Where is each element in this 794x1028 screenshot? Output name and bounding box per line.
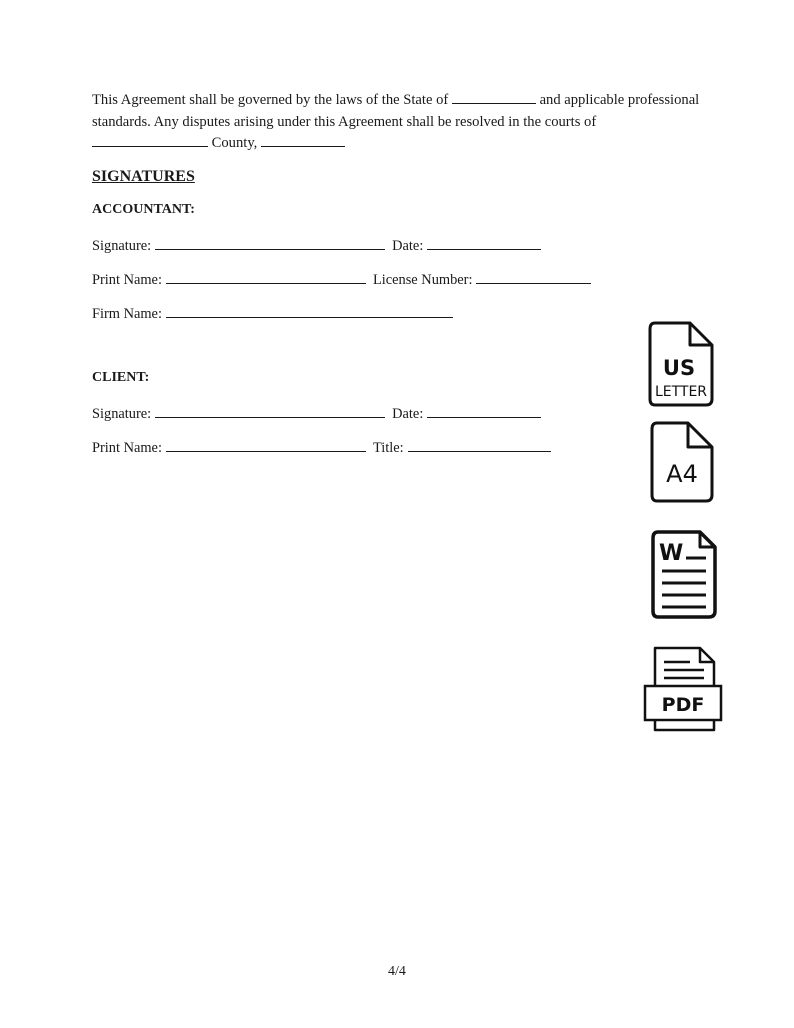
accountant-print-name-line[interactable] [166,269,366,284]
print-name-label: Print Name: [92,272,162,288]
client-print-name-line[interactable] [166,437,366,452]
county-state-blank [261,133,345,147]
client-date-line[interactable] [427,403,541,418]
accountant-title: ACCOUNTANT: [92,202,195,217]
governing-law-text-2: and applicable professional standards. Any disputes arising under this Agreement shall be resolved in the courts of [92,92,700,130]
date-label: Date: [392,238,424,254]
accountant-signature-line[interactable] [155,235,385,250]
accountant-date-line[interactable] [427,235,541,250]
state-blank [452,90,536,104]
client-print-name-row [92,437,551,457]
a4-icon-label: A4 [666,460,698,488]
word-icon-label: W [659,541,684,566]
accountant-license-line[interactable] [476,269,591,284]
accountant-signature-row [92,235,541,255]
pdf-icon[interactable] [642,644,724,736]
client-signature-line[interactable] [155,403,385,418]
signature-label: Signature: [92,406,152,422]
word-document-icon[interactable] [650,529,718,621]
client-title: CLIENT: [92,370,150,385]
governing-law-text-1: This Agreement shall be governed by the laws of the State of [92,92,449,108]
print-name-label: Print Name: [92,440,162,456]
firm-name-label: Firm Name: [92,306,162,322]
title-label: Title: [372,440,404,456]
accountant-print-name-row [92,269,591,289]
page-number: 4/4 [388,964,406,979]
accountant-firm-row [92,303,453,323]
courts-blank [92,133,208,147]
signatures-heading: SIGNATURES [92,168,195,185]
us-letter-icon[interactable] [646,320,716,408]
accountant-firm-line[interactable] [166,303,453,318]
us-letter-icon-line1: US [662,356,696,380]
governing-law-paragraph [92,90,712,155]
signature-label: Signature: [92,238,152,254]
client-title-line[interactable] [408,437,551,452]
a4-icon[interactable] [648,420,716,504]
client-signature-row [92,403,541,423]
pdf-icon-label: PDF [661,694,705,716]
us-letter-icon-line2: LETTER [654,384,708,400]
license-number-label: License Number: [372,272,473,288]
date-label: Date: [392,406,424,422]
governing-law-text-3: County, [211,135,258,151]
